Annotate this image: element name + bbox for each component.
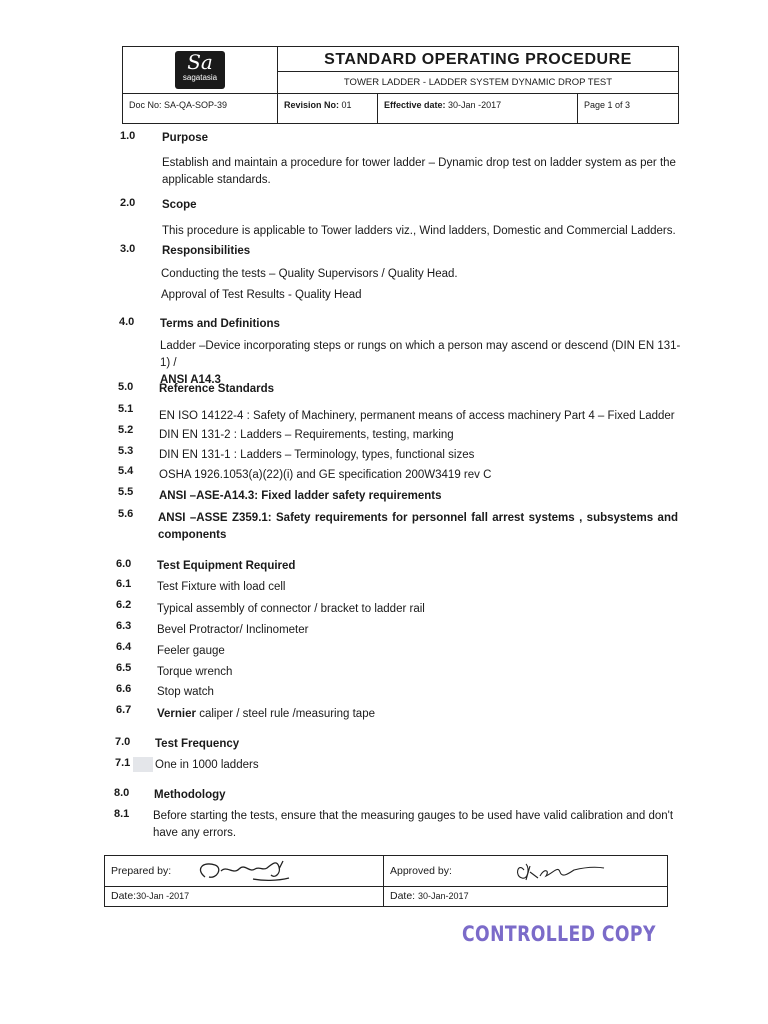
approved-signature [512, 858, 622, 886]
page-number [578, 94, 678, 123]
section-title-test-equipment: Test Equipment Required [157, 560, 296, 572]
controlled-copy-stamp: CONTROLLED COPY [462, 922, 656, 946]
item-number: 6.2 [116, 599, 132, 611]
item-number: 6.1 [116, 578, 132, 590]
approved-by [384, 856, 667, 887]
item-number: 5.1 [118, 403, 134, 415]
section-title-reference-standards: Reference Standards [159, 383, 275, 395]
item-number: 5.3 [118, 445, 134, 457]
item-number: 6.5 [116, 662, 132, 674]
section-number: 8.0 [114, 787, 130, 799]
section-number: 2.0 [120, 197, 136, 209]
prepared-date [105, 887, 384, 906]
item-number: 6.3 [116, 620, 132, 632]
responsibility-line: Conducting the tests – Quality Supervisors / Quality Head. [161, 268, 458, 280]
reference-item: ANSI –ASE-A14.3: Fixed ladder safety requirements [159, 490, 442, 502]
document-meta-row [123, 94, 678, 123]
equipment-item: Stop watch [157, 686, 214, 698]
prepared-date-value: 30-Jan -2017 [136, 891, 190, 901]
item-number: 5.5 [118, 486, 134, 498]
section-number: 7.0 [115, 736, 131, 748]
highlight-mark [133, 757, 153, 772]
prepared-date-label: Date: [111, 890, 137, 902]
section-number: 1.0 [120, 130, 136, 142]
equipment-item: Feeler gauge [157, 645, 225, 657]
logo-mark: Sa [187, 50, 213, 74]
reference-item: DIN EN 131-2 : Ladders – Requirements, testing, marking [159, 429, 454, 441]
equipment-item: Torque wrench [157, 666, 233, 678]
item-number: 5.6 [118, 508, 134, 520]
document-title: STANDARD OPERATING PROCEDURE [278, 47, 678, 72]
responsibility-line: Approval of Test Results - Quality Head [161, 289, 362, 301]
purpose-text: Establish and maintain a procedure for tower ladder – Dynamic drop test on ladder system as per the applicable standards. [162, 157, 676, 186]
item-number: 6.7 [116, 704, 132, 716]
methodology-item: Before starting the tests, ensure that the measuring gauges to be used have valid calibration and don't have any errors. [153, 810, 674, 839]
reference-item: DIN EN 131-1 : Ladders – Terminology, types, functional sizes [159, 449, 475, 461]
approved-date-label: Date: [390, 890, 416, 902]
equipment-item-bold: Vernier [157, 708, 196, 720]
item-number: 6.6 [116, 683, 132, 695]
doc-number [123, 94, 278, 123]
logo-brand: sagatasia [182, 73, 218, 82]
section-title-purpose: Purpose [162, 132, 209, 144]
section-number: 4.0 [119, 316, 135, 328]
effective-date [378, 94, 578, 123]
reference-item: EN ISO 14122-4 : Safety of Machinery, permanent means of access machinery Part 4 – Fixed Ladder [159, 410, 675, 422]
approval-footer [104, 855, 668, 907]
equipment-item-rest: caliper / steel rule /measuring tape [196, 708, 375, 720]
equipment-item: Typical assembly of connector / bracket to ladder rail [157, 603, 425, 615]
logo-cell [123, 47, 278, 94]
prepared-by [105, 856, 384, 887]
reference-item: OSHA 1926.1053(a)(22)(i) and GE specification 200W3419 rev C [159, 469, 492, 481]
approved-date-value: 30-Jan-2017 [418, 891, 469, 901]
revision-label: Revision No: [284, 100, 340, 110]
section-title-test-frequency: Test Frequency [155, 738, 240, 750]
section-title-responsibilities: Responsibilities [162, 245, 251, 257]
frequency-item: One in 1000 ladders [155, 759, 259, 771]
section-number: 6.0 [116, 558, 132, 570]
section-title-terms: Terms and Definitions [160, 318, 280, 330]
effective-date-label: Effective date: [384, 100, 446, 110]
prepared-signature [193, 857, 303, 887]
equipment-item: Test Fixture with load cell [157, 581, 286, 593]
page-number-text: Page 1 of 3 [584, 100, 631, 110]
reference-item: ANSI –ASSE Z359.1: Safety requirements for personnel fall arrest systems , subsystems and components [158, 512, 678, 541]
approved-by-label: Approved by: [390, 865, 452, 877]
prepared-by-label: Prepared by: [111, 865, 172, 877]
company-logo [175, 51, 225, 89]
section-number: 3.0 [120, 243, 136, 255]
revision-value: 01 [341, 100, 352, 110]
item-number: 6.4 [116, 641, 132, 653]
item-number: 8.1 [114, 808, 130, 820]
section-title-scope: Scope [162, 199, 197, 211]
scope-text: This procedure is applicable to Tower ladders viz., Wind ladders, Domestic and Commercial Ladders. [162, 225, 676, 237]
section-title-methodology: Methodology [154, 789, 226, 801]
equipment-item [157, 706, 375, 723]
effective-date-value: 30-Jan -2017 [448, 100, 502, 110]
item-number: 5.4 [118, 465, 134, 477]
revision [278, 94, 378, 123]
doc-number-text: Doc No: SA-QA-SOP-39 [129, 100, 228, 110]
terms-definition: Ladder –Device incorporating steps or rungs on which a person may ascend or descend (DIN EN 131-1) / [160, 340, 681, 369]
item-number: 7.1 [115, 757, 131, 769]
equipment-item: Bevel Protractor/ Inclinometer [157, 624, 309, 636]
approved-date [384, 887, 667, 906]
document-header [122, 46, 679, 124]
terms-standard: ANSI A14.3 [160, 374, 221, 386]
document-subtitle: TOWER LADDER - LADDER SYSTEM DYNAMIC DROP TEST [278, 72, 678, 94]
section-number: 5.0 [118, 381, 134, 393]
item-number: 5.2 [118, 424, 134, 436]
